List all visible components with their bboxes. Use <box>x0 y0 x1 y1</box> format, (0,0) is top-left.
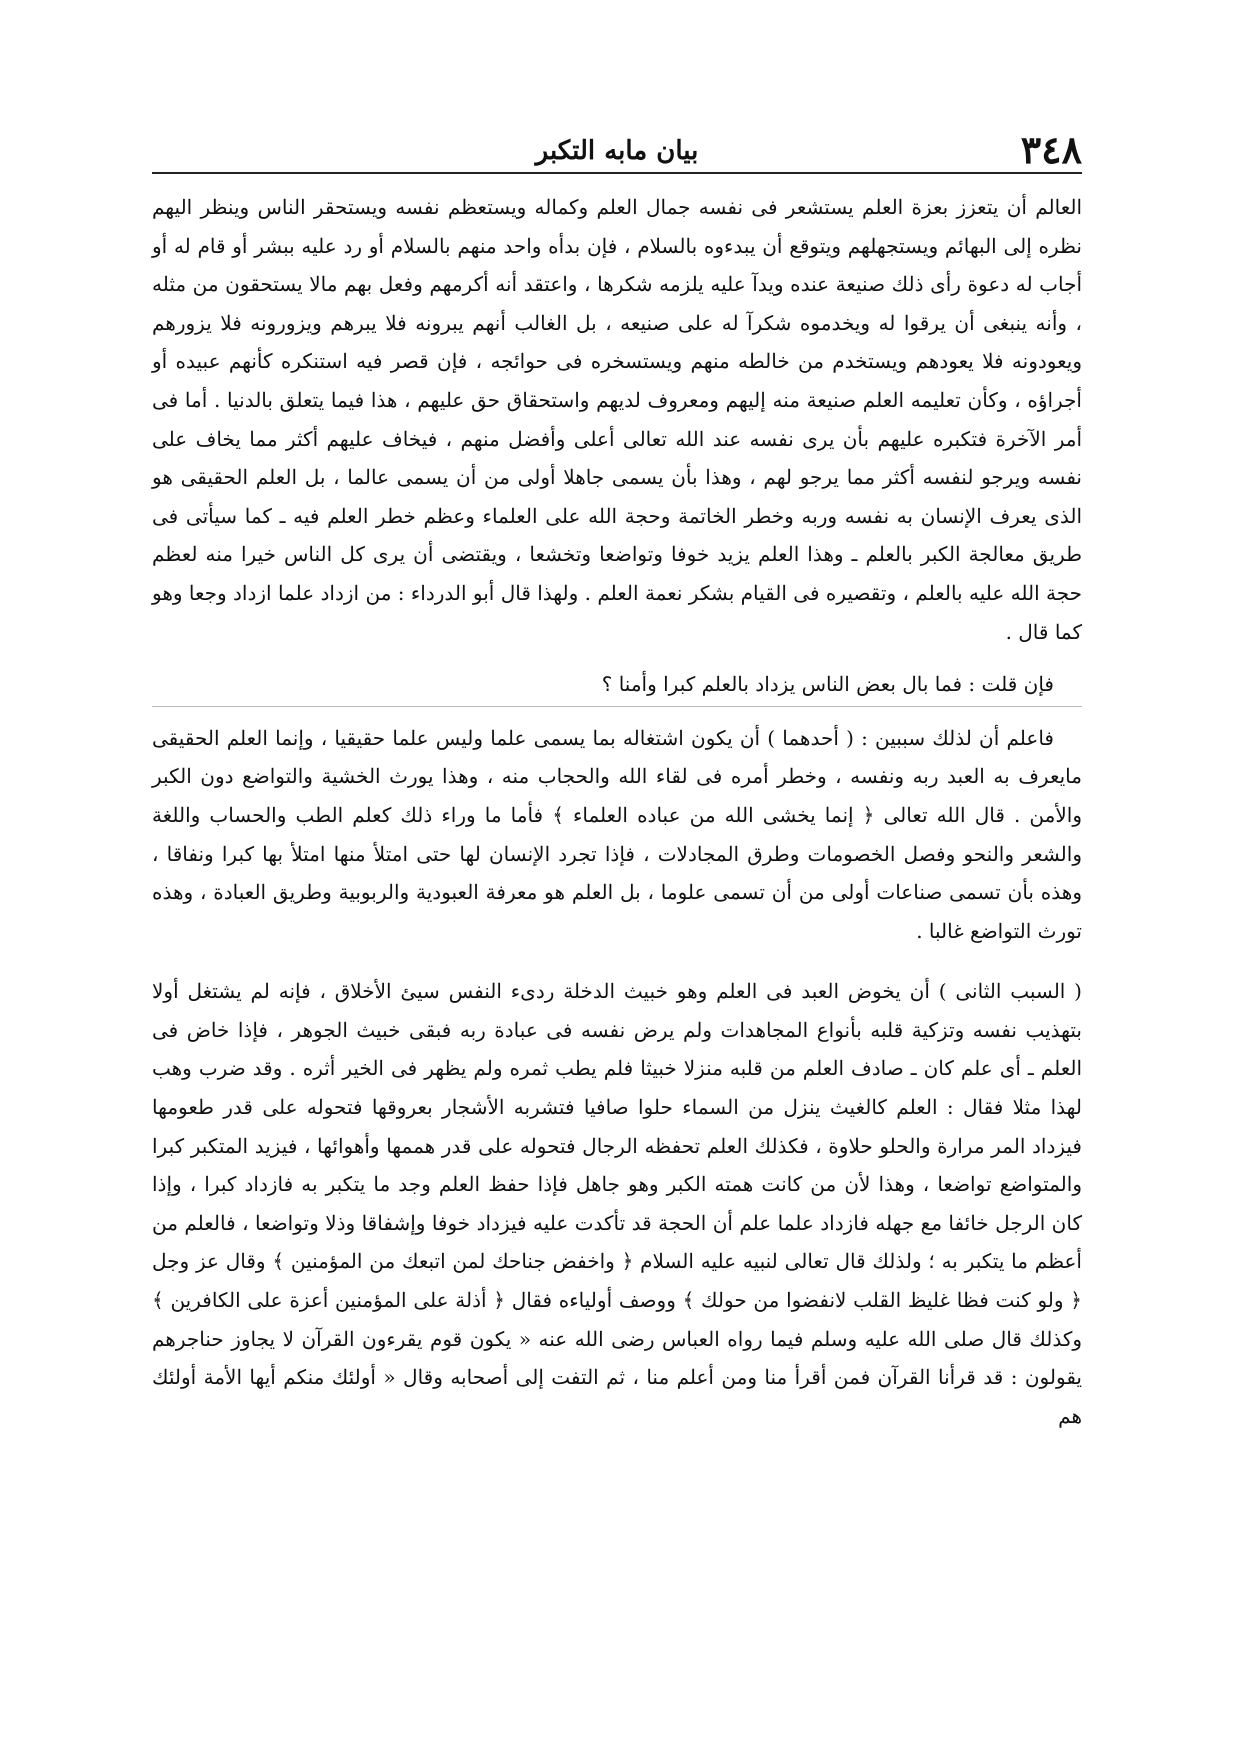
page-body <box>152 188 1082 1435</box>
page-number: ٣٤٨ <box>1020 127 1082 172</box>
running-title: بيان مابه التكبر <box>535 136 699 166</box>
paragraph-question: فإن قلت : فما بال بعض الناس يزداد بالعلم كبرا وأمنا ؟ <box>601 672 1054 697</box>
paragraph-second-reason: ( السبب الثانى ) أن يخوض العبد فى العلم وهو خبيث الدخلة ردىء النفس سيئ الأخلاق ، فإنه لم يشتغل أولا بتهذيب نفسه وتزكية قلبه بأنواع المجاهدات ولم يرض نفسه فى عبادة ربه فبقى خبيث الجوهر ، فإذا خاض فى العلم ـ أى علم كان ـ صادف العلم من قلبه منزلا خبيثا فلم يطب ثمره ولم يظهر فى الخير أثره . وقد ضرب وهب لهذا مثلا فقال : العلم كالغيث ينزل من السماء حلوا صافيا فتشربه الأشجار بعروقها فتحوله على قدر طعومها فيزداد المر مرارة والحلو حلاوة ، فكذلك العلم تحفظه الرجال فتحوله على قدر هممها وأهوائها ، فيزيد المتكبر كبرا والمتواضع تواضعا ، وهذا لأن من كانت همته الكبر وهو جاهل فإذا حفظ العلم وجد ما يتكبر به فازداد كبرا ، وإذا كان الرجل خائفا مع جهله فازداد علما علم أن الحجة قد تأكدت عليه فيزداد خوفا وإشفاقا وذلا وتواضعا ، فالعلم من أعظم ما يتكبر به ؛ ولذلك قال تعالى لنبيه عليه السلام ﴿ واخفض جناحك لمن اتبعك من المؤمنين ﴾ وقال عز وجل ﴿ ولو كنت فظا غليظ القلب لانفضوا من حولك ﴾ ووصف أولياءه فقال ﴿ أذلة على المؤمنين أعزة على الكافرين ﴾ وكذلك قال صلى الله عليه وسلم فيما رواه العباس رضى الله عنه « يكون قوم يقرءون القرآن لا يجاوز حناجرهم يقولون : قد قرأنا القرآن فمن أقرأ منا ومن أعلم منا ، ثم التفت إلى أصحابه وقال « أولئك منكم أيها الأمة أولئك هم <box>152 979 1083 1428</box>
header-rule <box>152 172 1082 174</box>
paragraph-reasons: فاعلم أن لذلك سببين : ( أحدهما ) أن يكون اشتغاله بما يسمى علما وليس علما حقيقيا ، وإنما العلم الحقيقى مايعرف به العبد ربه ونفسه ، وخطر أمره فى لقاء الله والحجاب منه ، وهذا يورث الخشية والتواضع دون الكبر والأمن . قال الله تعالى ﴿ إنما يخشى الله من عباده العلماء ﴾ فأما ما وراء ذلك كعلم الطب والحساب واللغة والشعر والنحو وفصل الخصومات وطرق المجادلات ، فإذا تجرد الإنسان لها حتى امتلأ منها امتلأ بها كبرا ونفاقا ، وهذه بأن تسمى صناعات أولى من أن تسمى علوما ، بل العلم هو معرفة العبودية والربوبية وطريق العبادة ، وهذه تورث التواضع غالبا . <box>152 725 1082 943</box>
section-divider <box>152 706 1082 707</box>
paragraph-1: العالم أن يتعزز بعزة العلم يستشعر فى نفسه جمال العلم وكماله ويستعظم نفسه ويستحقر الناس وينظر اليهم نظره إلى البهائم ويستجهلهم ويتوقع أن يبدءوه بالسلام ، فإن بدأه واحد منهم بالسلام أو رد عليه ببشر أو قام له أو أجاب له دعوة رأى ذلك صنيعة عنده ويدآ عليه يلزمه شكرها ، واعتقد أنه أكرمهم وفعل بهم مالا يستحقون من مثله ، وأنه ينبغى أن يرقوا له ويخدموه شكرآ له على صنيعه ، بل الغالب أنهم يبرونه فلا يبرهم ويزورونه فلا يزورهم ويعودونه فلا يعودهم ويستخدم من خالطه منهم ويستسخره فى حوائجه ، فإن قصر فيه استنكره كأنهم عبيده أو أجراؤه ، وكأن تعليمه العلم صنيعة منه إليهم ومعروف لديهم واستحقاق حق عليهم ، هذا فيما يتعلق بالدنيا . أما فى أمر الآخرة فتكبره عليهم بأن يرى نفسه عند الله تعالى أعلى وأفضل منهم ، فيخاف عليهم أكثر مما يخاف على نفسه ويرجو لنفسه أكثر مما يرجو لهم ، وهذا بأن يسمى جاهلا أولى من أن يسمى عالما ، بل العلم الحقيقى هو الذى يعرف الإنسان به نفسه وربه وخطر الخاتمة وحجة الله على العلماء وعظم خطر العلم فيه ـ كما سيأتى فى طريق معالجة الكبر بالعلم ـ وهذا العلم يزيد خوفا وتواضعا وتخشعا ، ويقتضى أن يرى كل الناس خيرا منه لعظم حجة الله عليه بالعلم ، وتقصيره فى القيام بشكر نعمة العلم . ولهذا قال أبو الدرداء : من ازداد علما ازداد وجعا وهو كما قال . <box>152 195 1083 644</box>
page-header <box>152 127 1082 172</box>
